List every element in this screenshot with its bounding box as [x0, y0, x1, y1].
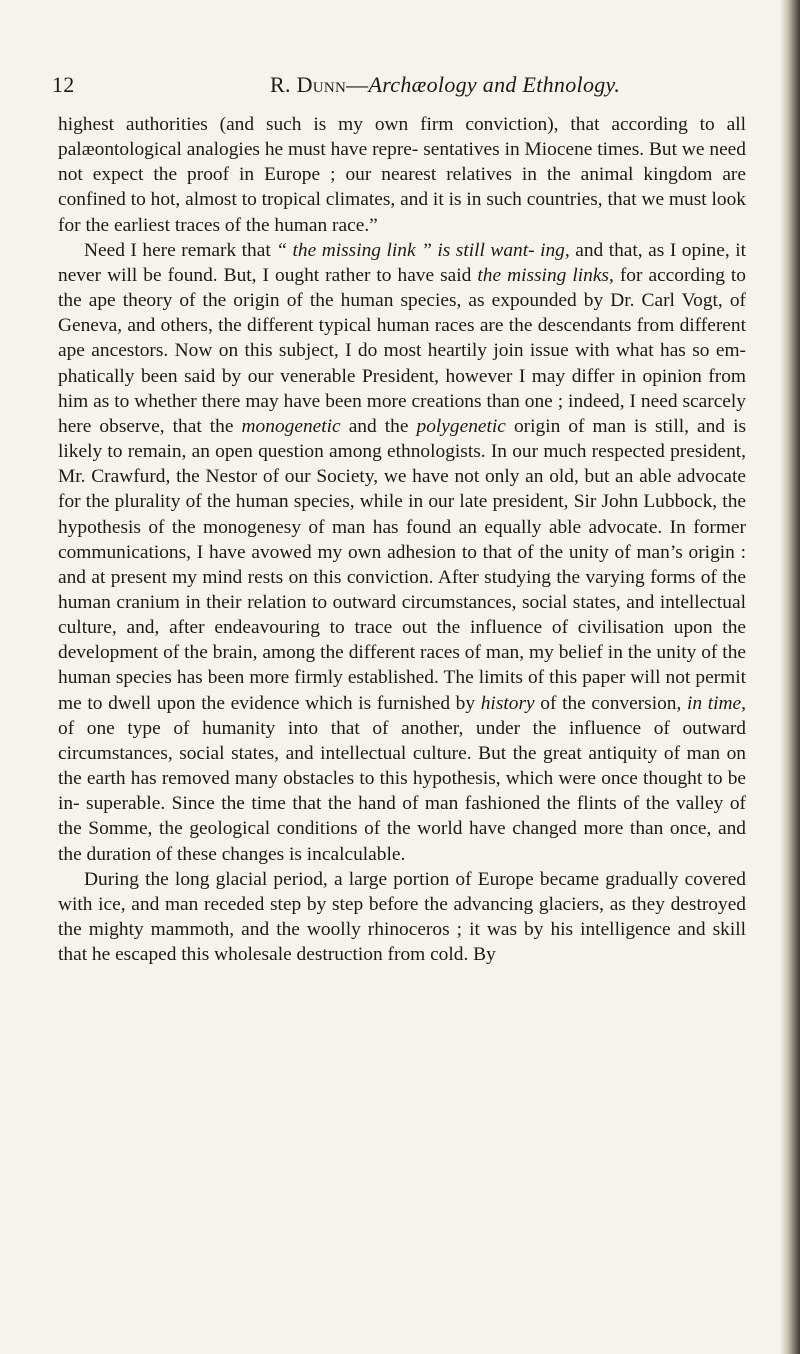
italic-phrase: the missing links, [477, 264, 614, 286]
paragraph-3 [58, 867, 746, 968]
body-text [58, 112, 746, 967]
text-run: and the [340, 415, 417, 437]
running-head-author: R. Dunn [270, 72, 347, 97]
text-run: of one type of humanity into that of another, under the influence of outward circumstances, social states, and intellectual culture. But the great antiquity of man on the earth has removed many obstacles to this hypothesis, which were once thought to be in- superable. Since the time that the hand of man fashioned the flints of the valley of the Somme, the geological conditions of the world have changed more than once, and the duration of these changes is incalculable. [58, 717, 746, 865]
italic-phrase: in time, [687, 692, 746, 714]
italic-phrase: monogenetic [241, 415, 341, 437]
running-head-dash: — [346, 72, 369, 97]
page-number: 12 [52, 72, 75, 97]
running-head [270, 72, 620, 98]
paragraph-2 [58, 238, 746, 867]
italic-phrase: history [480, 692, 535, 714]
page-gutter-shadow [780, 0, 800, 1354]
paragraph-1 [58, 112, 746, 238]
page-header [52, 72, 742, 106]
text-run: and that, as I opine, it never will be found. But, I ought rather to have said [58, 239, 746, 286]
text-run: origin of man is still, and is likely to remain, an open question among ethnologists. In our much respected president, Mr. Crawfurd, the Nestor of our Society, we have not only an old, but an able advocate for the plurality of the human species, while in our late president, Sir John Lubbock, the hypothesis of the monogenesy of man has found an equally able advocate. In former communications, I have avowed my own adhesion to that of the unity of man’s origin : and at present my mind rests on this conviction. After studying the varying forms of the human cranium in their relation to outward circumstances, social states, and intellectual culture, and, after endeavouring to trace out the influence of civilisation upon the development of the brain, among the different races of man, my belief in the unity of the human species has been more firmly established. The limits of this paper will not permit me to dwell upon the evidence which is furnished by [58, 415, 747, 714]
italic-phrase: “ the missing link ” is still want- ing, [276, 239, 570, 261]
text-run: of the conversion, [534, 692, 688, 714]
text-run: During the long glacial period, a large portion of Europe became gradually covered with ice, and man receded step by step before the advancing glaciers, as they destroyed the mighty mammoth, and the woolly rhinoceros ; it was by his intelligence and skill that he escaped this wholesale destruction from cold. By [58, 868, 746, 966]
italic-phrase: polygenetic [416, 415, 506, 437]
text-run: for according to the ape theory of the origin of the human species, as expounded by Dr. Carl Vogt, of Geneva, and others, the different typical human races are the descendants from different ape ancestors. Now on this subject, I do most heartily join issue with what has so em- phatically been said by our venerable President, however I may differ in opinion from him as to whether there may have been more creations than one ; indeed, I need scarcely here observe, that the [58, 264, 747, 437]
text-run: highest authorities (and such is my own firm conviction), that according to all palæontological analogies he must have repre- sentatives in Miocene times. But we need not expect the proof in Europe ; our nearest relatives in the animal kingdom are confined to hot, almost to tropical climates, and it is in such countries, that we must look for the earliest traces of the human race.” [58, 114, 746, 236]
running-head-title: Archæology and Ethnology. [368, 72, 621, 97]
text-run: Need I here remark that [84, 239, 277, 261]
